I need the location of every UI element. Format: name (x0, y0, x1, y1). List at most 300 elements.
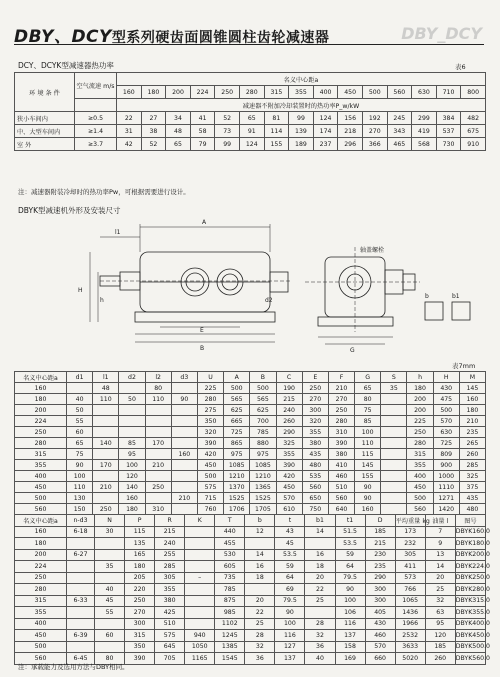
t8-cell: 1245 (215, 630, 245, 642)
t7-cell: 85 (355, 416, 381, 427)
t6-value-cell: 41 (190, 112, 215, 125)
table8-note: 注：承载能力及选用方法与DBY相同。 (18, 663, 129, 671)
t7-cell: 480 (302, 460, 328, 471)
t8-header-row (15, 515, 486, 527)
t8-header-cell: K (185, 515, 215, 527)
t7-cell: 48 (93, 383, 119, 394)
t8-cell (185, 526, 215, 538)
t6-value-cell: 155 (264, 138, 289, 151)
t8-cell: 59 (275, 561, 305, 573)
t7-cell: 180 (15, 394, 67, 405)
t6-center-cell: 355 (289, 86, 314, 99)
t8-cell: 30 (95, 526, 125, 538)
t8-cell: 6-45 (67, 653, 95, 665)
t7-cell: 265 (459, 438, 485, 449)
t8-cell (245, 584, 275, 596)
side-shaft (385, 270, 403, 294)
t8-cell: 1436 (395, 607, 425, 619)
t6-value-cell: 34 (166, 112, 191, 125)
t7-cell: 200 (15, 405, 67, 416)
t7-cell: 260 (276, 416, 302, 427)
t8-cell (67, 538, 95, 550)
t7-cell: 1210 (224, 471, 250, 482)
t8-cell (185, 618, 215, 630)
t8-cell: 425 (155, 607, 185, 619)
t7-cell: 435 (302, 449, 328, 460)
t8-cell: 200 (15, 549, 67, 561)
t6-value-cell: 675 (461, 125, 486, 138)
t8-cell: 1050 (185, 641, 215, 653)
t8-cell: 80 (95, 653, 125, 665)
t8-cell: 220 (125, 584, 155, 596)
t7-cell: 390 (197, 438, 223, 449)
t7-cell: 110 (355, 438, 381, 449)
t8-cell: 51.5 (335, 526, 365, 538)
t7-cell: 725 (433, 438, 459, 449)
t7-cell: 90 (67, 460, 93, 471)
t7-cell (381, 493, 407, 504)
t7-cell: 450 (276, 482, 302, 493)
t8-cell: 230 (365, 549, 395, 561)
t8-cell (185, 607, 215, 619)
t7-header-cell: M (459, 372, 485, 383)
t7-cell: 210 (328, 383, 354, 394)
t6-center-cell: 180 (141, 86, 166, 99)
t8-cell: 185 (365, 526, 395, 538)
t8-cell (305, 538, 335, 550)
t7-cell: 410 (328, 460, 354, 471)
t7-cell (119, 383, 145, 394)
t8-cell: 9 (425, 538, 455, 550)
t6-speed-cell: ≥0.5 (75, 112, 117, 125)
t8-cell: 455 (215, 538, 245, 550)
t8-cell: 430 (365, 618, 395, 630)
t8-cell (95, 572, 125, 584)
t6-center-cell: 630 (412, 86, 437, 99)
t8-cell: 90 (275, 607, 305, 619)
t8-cell: 36 (305, 641, 335, 653)
t6-value-cell: 31 (117, 125, 142, 138)
t8-cell: 250 (125, 595, 155, 607)
t7-cell (381, 482, 407, 493)
t8-cell: 232 (395, 538, 425, 550)
t7-cell: 510 (328, 482, 354, 493)
t8-header-cell: t (275, 515, 305, 527)
table6-caption: DCY、DCYK型减速器热功率 (18, 61, 114, 70)
t6-dist-header: 名义中心距a (117, 73, 486, 86)
t8-cell: 64 (335, 561, 365, 573)
t7-cell: 865 (224, 438, 250, 449)
t6-value-cell: 245 (387, 112, 412, 125)
t8-cell: 79.5 (275, 595, 305, 607)
t8-cell: 53.5 (275, 549, 305, 561)
t7-cell: 160 (15, 383, 67, 394)
t7-cell: 40 (67, 394, 93, 405)
t8-cell: 240 (155, 538, 185, 550)
t7-cell: 145 (355, 460, 381, 471)
t6-value-cell: 730 (436, 138, 461, 151)
t8-cell: DBYK450.0 (455, 630, 485, 642)
dim-b: b (425, 293, 429, 300)
t8-cell: 235 (365, 561, 395, 573)
t8-cell: 1966 (395, 618, 425, 630)
dim-B: B (200, 345, 205, 352)
t8-cell: DBYK355.0 (455, 607, 485, 619)
t8-cell (95, 641, 125, 653)
t7-header-cell: E (302, 372, 328, 383)
t8-data-row (15, 584, 486, 596)
t7-cell: 280 (15, 438, 67, 449)
t7-cell (145, 416, 171, 427)
t7-header-cell: d3 (171, 372, 197, 383)
t8-cell: 53.5 (335, 538, 365, 550)
t6-env-header: 环 境 条 件 (15, 73, 75, 112)
t8-cell: 405 (365, 607, 395, 619)
t8-cell (67, 607, 95, 619)
t7-cell: 200 (407, 394, 433, 405)
t7-cell: 100 (119, 460, 145, 471)
t7-data-row (15, 438, 486, 449)
t8-cell: DBYK280.0 (455, 584, 485, 596)
t8-cell: DBYK180.0 (455, 538, 485, 550)
t7-header-row (15, 372, 486, 383)
t7-cell: 160 (459, 394, 485, 405)
t8-cell: 137 (335, 630, 365, 642)
t8-cell: 60 (95, 630, 125, 642)
drawing-caption: DBYK型减速机外形及安装尺寸 (18, 206, 121, 215)
t8-cell: 45 (95, 595, 125, 607)
t7-cell: 140 (93, 438, 119, 449)
t7-cell: 450 (197, 460, 223, 471)
t8-cell: 411 (395, 561, 425, 573)
t8-cell: 137 (275, 653, 305, 665)
t7-cell: 300 (302, 405, 328, 416)
t8-data-row (15, 561, 486, 573)
t7-cell: 500 (407, 493, 433, 504)
t7-cell: 35 (381, 383, 407, 394)
t6-value-cell: 482 (461, 112, 486, 125)
t7-cell: 975 (224, 449, 250, 460)
t8-cell (95, 538, 125, 550)
t8-header-cell: T (215, 515, 245, 527)
t6-value-cell: 52 (215, 112, 240, 125)
t7-cell: 250 (328, 405, 354, 416)
t8-cell: DBYK250.0 (455, 572, 485, 584)
t7-cell (93, 449, 119, 460)
t7-cell (381, 460, 407, 471)
t7-cell: 90 (171, 394, 197, 405)
t7-cell (381, 427, 407, 438)
t7-cell: 50 (67, 405, 93, 416)
t7-cell: 275 (197, 405, 223, 416)
t7-cell: 115 (355, 449, 381, 460)
t7-cell (171, 471, 197, 482)
t7-cell: 390 (276, 460, 302, 471)
key-section (425, 302, 443, 320)
t7-cell: 60 (67, 427, 93, 438)
t8-cell: 5020 (395, 653, 425, 665)
t7-cell: 110 (67, 482, 93, 493)
t8-cell: 28 (305, 618, 335, 630)
t8-cell: 785 (215, 584, 245, 596)
t8-cell (67, 572, 95, 584)
t7-cell: 110 (93, 394, 119, 405)
t6-value-cell: 237 (313, 138, 338, 151)
t8-cell: 315 (125, 630, 155, 642)
t7-cell: 1110 (433, 482, 459, 493)
t8-header-cell: 平均重量 kg (395, 515, 425, 527)
t7-cell: 565 (250, 394, 276, 405)
t6-speed-cell: ≥3.7 (75, 138, 117, 151)
t8-cell: 106 (335, 607, 365, 619)
t7-cell: 630 (433, 427, 459, 438)
t8-cell: 45 (275, 538, 305, 550)
t7-cell: 500 (224, 383, 250, 394)
t8-cell (67, 561, 95, 573)
t6-value-cell: 296 (338, 138, 363, 151)
t7-cell: 560 (15, 504, 67, 515)
t7-cell: 250 (302, 383, 328, 394)
t7-cell: 1525 (224, 493, 250, 504)
t8-cell: 300 (125, 618, 155, 630)
t8-cell: 116 (335, 618, 365, 630)
t7-cell (93, 416, 119, 427)
t7-cell: 665 (224, 416, 250, 427)
t7-cell: 565 (224, 394, 250, 405)
t8-cell (185, 595, 215, 607)
t8-cell: 185 (425, 641, 455, 653)
dim-l1: l1 (115, 229, 121, 236)
t7-header-cell: G (355, 372, 381, 383)
t8-cell: 1102 (215, 618, 245, 630)
t6-value-cell: 568 (412, 138, 437, 151)
t8-cell: 255 (155, 549, 185, 561)
t7-cell: 170 (145, 438, 171, 449)
t8-cell: 6-27 (67, 549, 95, 561)
t8-cell: 215 (365, 538, 395, 550)
t8-data-row (15, 526, 486, 538)
t7-cell: 700 (250, 416, 276, 427)
t8-cell: DBYK200.0 (455, 549, 485, 561)
t6-env-cell: 中、大型车间内 (15, 125, 75, 138)
t6-value-cell: 156 (338, 112, 363, 125)
t8-cell: 22 (245, 607, 275, 619)
t6-value-cell: 73 (215, 125, 240, 138)
reducer-drawing-svg (60, 212, 480, 362)
t7-header-cell: C (276, 372, 302, 383)
t8-cell: 165 (125, 549, 155, 561)
t8-cell: 32 (245, 641, 275, 653)
t6-header-row (15, 73, 486, 86)
t6-value-cell: 124 (313, 112, 338, 125)
t7-cell: 280 (328, 416, 354, 427)
t8-cell: 500 (15, 641, 67, 653)
table6-tag: 表6 (455, 63, 466, 71)
t8-cell: 14 (425, 561, 455, 573)
t8-cell: 100 (335, 595, 365, 607)
t8-cell: 205 (125, 572, 155, 584)
t8-data-row (15, 538, 486, 550)
t8-header-cell: D (365, 515, 395, 527)
title-cn: 型系列硬齿面圆锥圆柱齿轮减速器 (111, 30, 330, 46)
t7-cell: 1000 (433, 471, 459, 482)
t8-cell: 530 (215, 549, 245, 561)
t7-cell: 450 (15, 482, 67, 493)
t7-cell: 90 (355, 493, 381, 504)
t7-cell: 210 (145, 460, 171, 471)
t8-cell: 570 (365, 641, 395, 653)
t8-cell: 14 (305, 526, 335, 538)
t8-header-cell: R (155, 515, 185, 527)
t8-cell: 735 (215, 572, 245, 584)
t7-cell: 570 (433, 416, 459, 427)
t8-cell: 875 (215, 595, 245, 607)
t7-cell: 140 (119, 482, 145, 493)
t8-cell: DBYK224.0 (455, 561, 485, 573)
t7-cell (145, 427, 171, 438)
t8-cell (95, 618, 125, 630)
t6-value-cell: 174 (313, 125, 338, 138)
t7-cell (171, 482, 197, 493)
t6-center-cell: 315 (264, 86, 289, 99)
t7-cell (93, 405, 119, 416)
t8-cell: 315 (15, 595, 67, 607)
t7-cell: 310 (145, 504, 171, 515)
t8-cell: 40 (305, 653, 335, 665)
t8-header-cell: 图号 (455, 515, 485, 527)
t7-cell: 250 (407, 427, 433, 438)
t7-cell: 450 (407, 482, 433, 493)
t8-cell: 160 (15, 526, 67, 538)
t6-value-cell: 189 (289, 138, 314, 151)
t7-cell (381, 394, 407, 405)
t7-cell: 1085 (250, 460, 276, 471)
t7-cell: 610 (276, 504, 302, 515)
t8-cell: DBYK500.0 (455, 641, 485, 653)
t7-cell: 355 (302, 427, 328, 438)
dim-G: G (350, 347, 355, 354)
t7-cell (171, 405, 197, 416)
dim-d2: d2 (265, 297, 273, 304)
t8-cell: 1165 (185, 653, 215, 665)
t8-cell (305, 607, 335, 619)
t7-cell: 150 (67, 504, 93, 515)
t7-cell: 270 (302, 394, 328, 405)
t6-value-cell: 343 (387, 125, 412, 138)
t7-cell: 280 (197, 394, 223, 405)
t7-header-cell: F (328, 372, 354, 383)
t7-cell: 480 (459, 504, 485, 515)
t8-cell: 22 (305, 584, 335, 596)
table6 (14, 72, 486, 151)
t8-cell: 173 (395, 526, 425, 538)
t7-cell: 180 (407, 383, 433, 394)
t8-cell: 305 (395, 549, 425, 561)
t7-cell (171, 383, 197, 394)
t8-header-cell: 名义中心距a (15, 515, 67, 527)
t8-cell: 16 (305, 549, 335, 561)
t7-cell: 500 (15, 493, 67, 504)
t7-cell: 400 (407, 471, 433, 482)
t7-cell: 210 (171, 493, 197, 504)
t6-value-cell: 42 (117, 138, 142, 151)
t6-value-cell: 384 (436, 112, 461, 125)
t8-cell: 400 (15, 618, 67, 630)
t7-cell: 390 (328, 438, 354, 449)
t8-cell (67, 584, 95, 596)
t7-cell: 210 (459, 416, 485, 427)
t7-header-cell: h (407, 372, 433, 383)
t7-cell: 1370 (224, 482, 250, 493)
t7-cell: 225 (407, 416, 433, 427)
t7-cell: 160 (119, 493, 145, 504)
t8-cell: 215 (155, 526, 185, 538)
t7-cell: 210 (93, 482, 119, 493)
t8-cell: 180 (125, 561, 155, 573)
t7-cell (145, 493, 171, 504)
t7-cell: 500 (197, 471, 223, 482)
t8-cell: 16 (245, 561, 275, 573)
t8-cell: 3633 (395, 641, 425, 653)
t7-data-row (15, 504, 486, 515)
t8-cell: 180 (15, 538, 67, 550)
t7-cell (145, 471, 171, 482)
t8-cell: 40 (95, 584, 125, 596)
t8-cell: 355 (15, 607, 67, 619)
t6-value-cell: 52 (141, 138, 166, 151)
t6-value-cell: 139 (289, 125, 314, 138)
t8-cell: 460 (365, 630, 395, 642)
t8-cell (95, 549, 125, 561)
t8-cell: DBYK315.0 (455, 595, 485, 607)
t7-cell: 190 (276, 383, 302, 394)
t6-value-cell: 270 (362, 125, 387, 138)
t6-center-cell: 800 (461, 86, 486, 99)
t7-data-row (15, 493, 486, 504)
t7-cell: 375 (459, 482, 485, 493)
t7-cell: 650 (302, 493, 328, 504)
t7-cell: 715 (197, 493, 223, 504)
t7-cell: 95 (119, 449, 145, 460)
t8-cell: 35 (95, 561, 125, 573)
t8-cell: DBYK160.0 (455, 526, 485, 538)
t8-cell: 20 (305, 572, 335, 584)
t6-data-row (15, 125, 486, 138)
t8-cell: 90 (335, 584, 365, 596)
t6-value-cell: 218 (338, 125, 363, 138)
t7-cell (67, 383, 93, 394)
t8-cell (245, 538, 275, 550)
t7-cell: 325 (276, 438, 302, 449)
t7-cell (381, 405, 407, 416)
t8-cell (67, 641, 95, 653)
t7-cell: 380 (302, 438, 328, 449)
t7-cell (119, 405, 145, 416)
t8-cell: 6-18 (67, 526, 95, 538)
t7-cell (171, 416, 197, 427)
t8-cell: 20 (245, 595, 275, 607)
t7-cell: 50 (119, 394, 145, 405)
t7-cell: 1525 (250, 493, 276, 504)
t6-data-row (15, 112, 486, 125)
t6-value-cell: 81 (264, 112, 289, 125)
t7-cell: 224 (15, 416, 67, 427)
t7-data-row (15, 482, 486, 493)
t7-cell: 215 (276, 394, 302, 405)
t8-data-row (15, 572, 486, 584)
t8-cell: 940 (185, 630, 215, 642)
t8-header-cell: b (245, 515, 275, 527)
